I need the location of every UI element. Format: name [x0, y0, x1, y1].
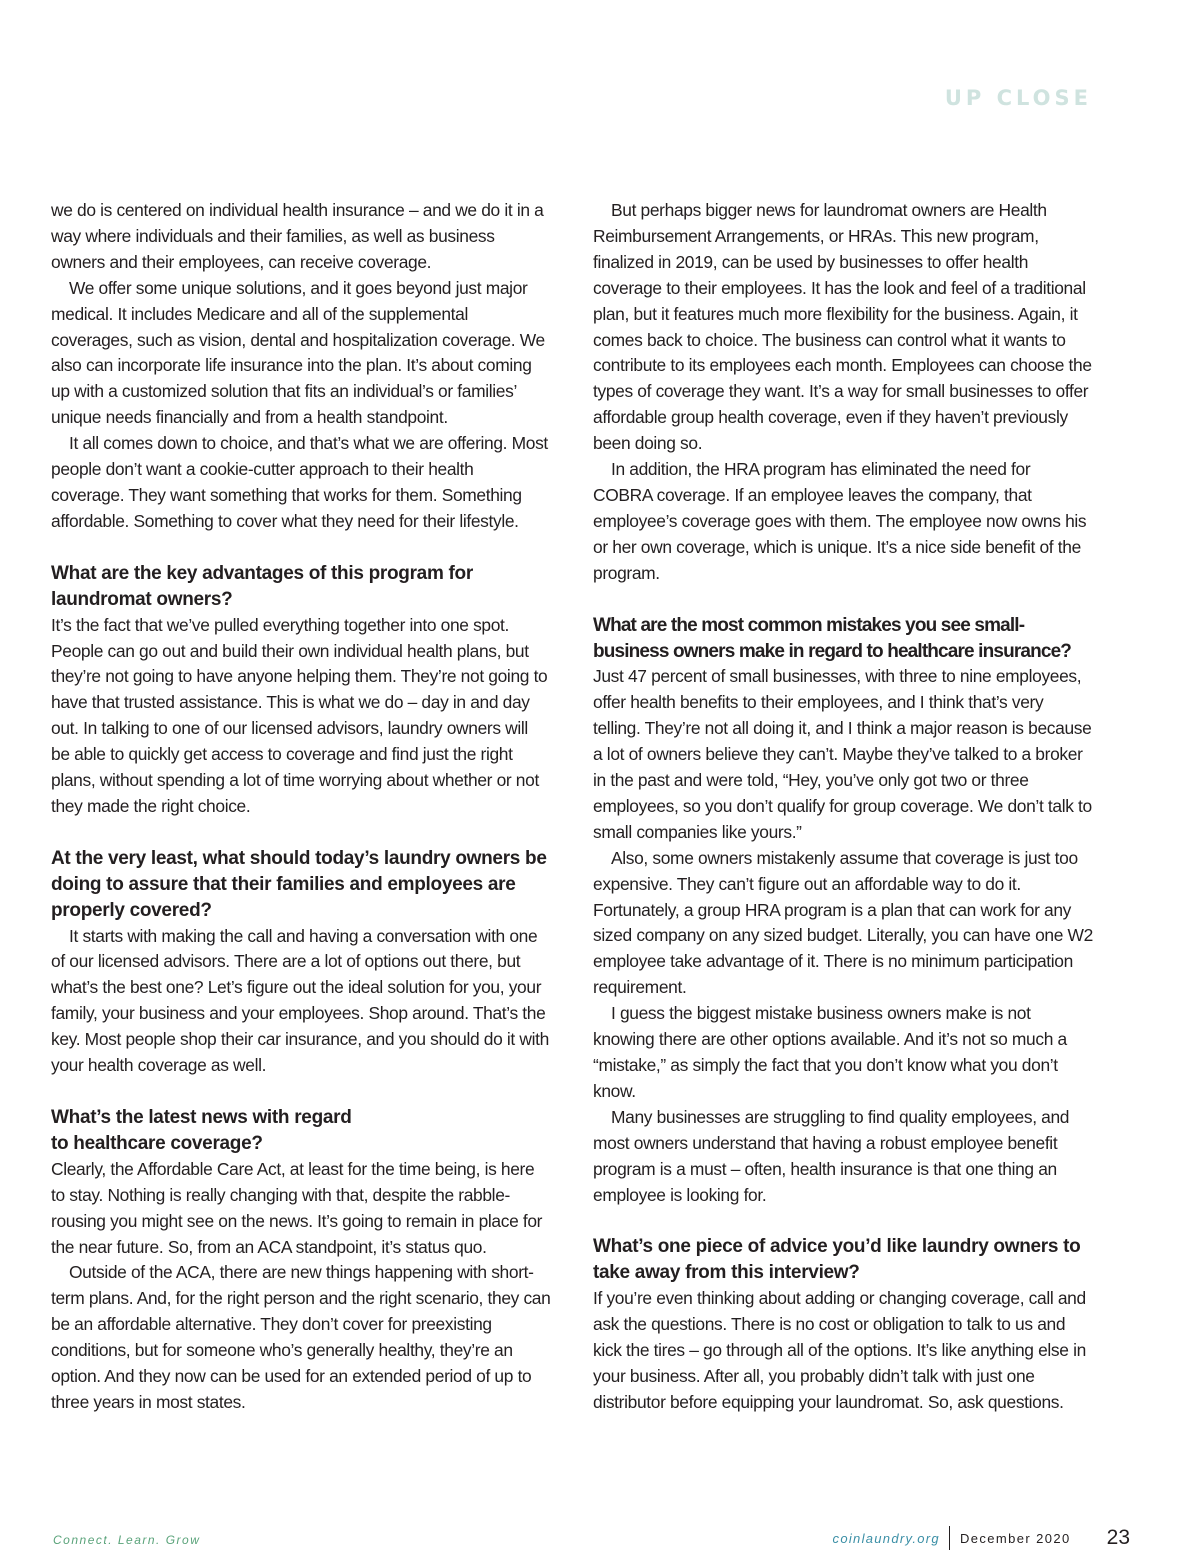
paragraph: But perhaps bigger news for laundromat owners are Health Reimbursement Arrangements, or HRAs. This new program, finalized in 2019, can be used by businesses to offer health coverage to their employees. It has the look and feel of a traditional plan, but it features much more flexibility for the business. Again, it comes back to choice. The business can control what it wants to contribute to its employees each month. Employees can choose the types of coverage they want. It’s a way for small businesses to offer affordable group health coverage, even if they haven’t previously been doing so.: [593, 200, 1092, 454]
paragraph: we do is centered on individual health insurance – and we do it in a way where individuals and their families, as well as business owners and their employees, can receive coverage.: [51, 200, 544, 272]
answer-paragraph: Also, some owners mistakenly assume that coverage is just too expensive. They can’t figure out an affordable way to do it. Fortunately, a group HRA program is a plan that can work for any sized company on any sized budget. Literally, you can have one W2 employee take advantage of it. There is no minimum participation requirement.: [593, 847, 1093, 998]
question-heading: [51, 1105, 551, 1157]
question-heading: What’s one piece of advice you’d like laundry owners to take away from this interview?: [593, 1236, 1081, 1284]
footer-right: [833, 1525, 1130, 1551]
question-heading-line: What’s the latest news with regard: [51, 1107, 352, 1128]
question-heading-line: to healthcare coverage?: [51, 1132, 263, 1154]
paragraph: It all comes down to choice, and that’s what we are offering. Most people don’t want a cookie-cutter approach to their health coverage. They want something that works for them. Something affordable. Something to cover what they need for their lifestyle.: [51, 433, 548, 531]
question-heading: What are the key advantages of this program for laundromat owners?: [51, 562, 473, 610]
footer-issue-date: December 2020: [959, 1530, 1071, 1546]
paragraph: We offer some unique solutions, and it goes beyond just major medical. It includes Medicare and all of the supplemental coverages, such as vision, dental and hospitalization coverage. We also can incorporate life insurance into the plan. It’s about coming up with a customized solution that fits an individual’s or families’ unique needs financially and from a health standpoint.: [51, 277, 545, 428]
footer-divider: [949, 1526, 950, 1550]
section-label: UP CLOSE: [944, 86, 1092, 110]
paragraph: In addition, the HRA program has eliminated the need for COBRA coverage. If an employee leaves the company, that employee’s coverage goes with them. The employee now owns his or her own coverage, which is unique. It’s a nice side benefit of the program.: [593, 459, 1087, 583]
footer-website-link[interactable]: coinlaundry.org: [832, 1530, 940, 1546]
answer-paragraph: Clearly, the Affordable Care Act, at least for the time being, is here to stay. Nothing is really changing with that, despite the rabble-rousing you might see on the news. It’s going to remain in place for the near future. So, from an ACA standpoint, it’s status quo.: [51, 1158, 543, 1257]
question-heading: At the very least, what should today’s laundry owners be doing to assure that their families and employees are properly covered?: [51, 847, 547, 921]
answer-paragraph: It’s the fact that we’ve pulled everything together into one spot. People can go out and build their own individual health plans, but they’re not going to have anyone helping them. They’re not going to have that trusted assistance. This is what we do – day in and day out. In talking to one of our licensed advisors, laundry owners will be able to quickly get access to coverage and find just the right plans, without spending a lot of time worrying about whether or not they made the right choice.: [51, 614, 548, 816]
footer-tagline: Connect. Learn. Grow: [53, 1533, 201, 1547]
answer-paragraph: Outside of the ACA, there are new things happening with short-term plans. And, for the right person and the right scenario, they can be an affordable alternative. They don’t cover for preexisting conditions, but for someone who’s generally healthy, they’re an option. And they now can be used for an extended period of up to three years in most states.: [51, 1262, 551, 1412]
question-heading: What are the most common mistakes you see small-business owners make in regard to healthcare insurance?: [593, 614, 1072, 662]
right-column: [593, 198, 1093, 1416]
answer-paragraph: Many businesses are struggling to find quality employees, and most owners understand that having a robust employee benefit program is a must – often, health insurance is that one thing an employee is looking for.: [593, 1106, 1070, 1205]
left-column: [51, 198, 551, 1416]
page-number: 23: [1106, 1526, 1130, 1549]
answer-paragraph: If you’re even thinking about adding or changing coverage, call and ask the questions. There is no cost or obligation to talk to us and kick the tires – go through all of the options. It’s like anything else in your business. After all, you probably didn’t talk with just one distributor before equipping your laundromat. So, ask questions.: [593, 1288, 1086, 1412]
answer-paragraph: It starts with making the call and having a conversation with one of our licensed advisors. There are a lot of options out there, but what’s the best one? Let’s figure out the ideal solution for you, your family, your business and your employees. Shop around. That’s the key. Most people shop their car insurance, and you should do it with your health coverage as well.: [51, 925, 549, 1076]
answer-paragraph: I guess the biggest mistake business owners make is not knowing there are other options available. And it’s not so much a “mistake,” as simply the fact that you don’t know what you don’t know.: [593, 1003, 1067, 1101]
answer-paragraph: Just 47 percent of small businesses, with three to nine employees, offer health benefits to their employees, and I think that’s very telling. They’re not all doing it, and I think a major reason is because a lot of owners believe they can’t. Maybe they’ve talked to a broker in the past and were told, “Hey, you’ve only got two or three employees, so you don’t qualify for group coverage. We don’t talk to small companies like yours.”: [593, 666, 1092, 842]
